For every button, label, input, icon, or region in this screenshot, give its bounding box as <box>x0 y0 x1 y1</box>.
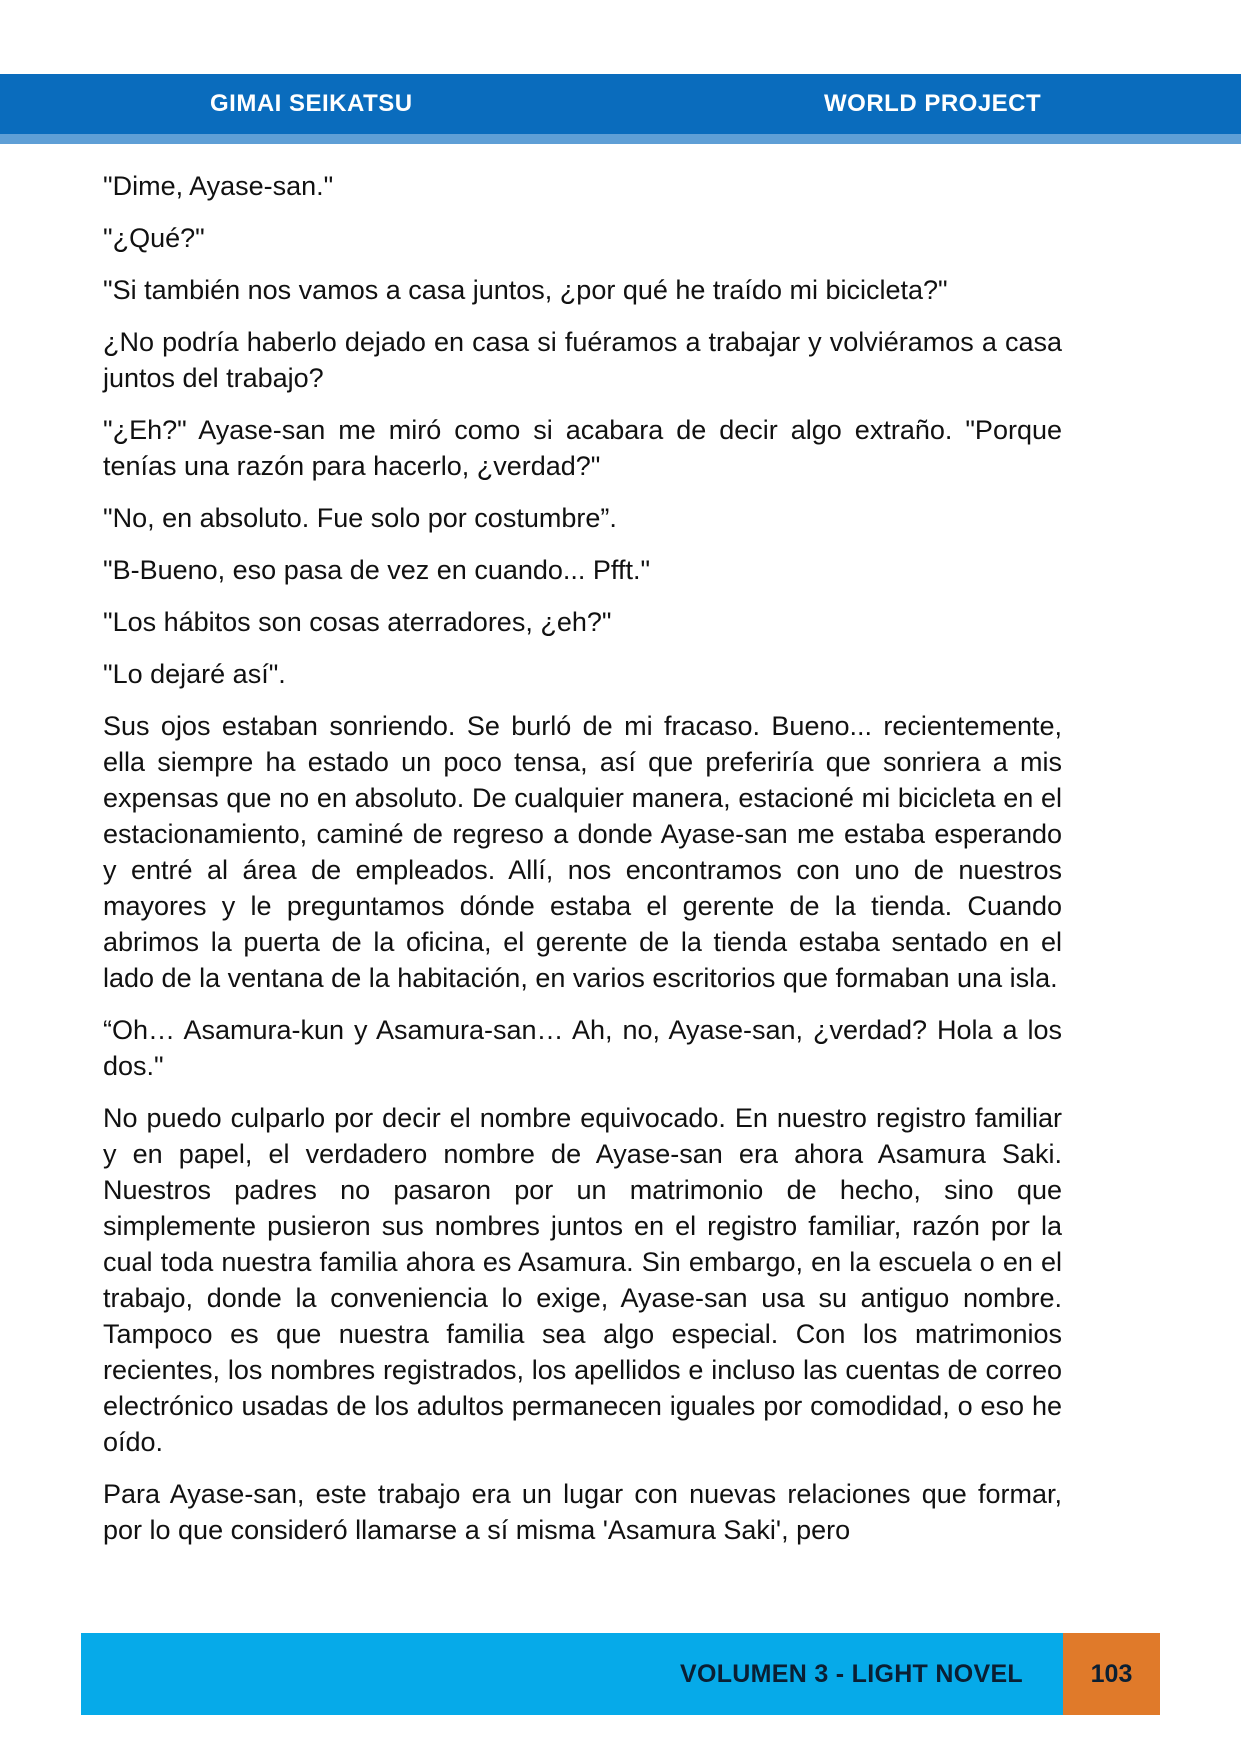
header-project-title: WORLD PROJECT <box>824 90 1042 117</box>
paragraph: "Lo dejaré así". <box>103 659 286 689</box>
page-header <box>0 74 1241 144</box>
paragraph: "No, en absoluto. Fue solo por costumbre”. <box>103 503 617 533</box>
paragraph: “Oh… Asamura-kun y Asamura-san… Ah, no, Ayase-san, ¿verdad? Hola a los dos." <box>103 1015 1062 1081</box>
paragraph: No puedo culparlo por decir el nombre equivocado. En nuestro registro familiar y en papel, el verdadero nombre de Ayase-san era ahora Asamura Saki. Nuestros padres no pasaron por un matrimonio de hecho, sino que simplemente pusieron sus nombres juntos en el registro familiar, razón por la cual toda nuestra familia ahora es Asamura. Sin embargo, en la escuela o en el trabajo, donde la conveniencia lo exige, Ayase-san usa su antiguo nombre. Tampoco es que nuestra familia sea algo especial. Con los matrimonios recientes, los nombres registrados, los apellidos e incluso las cuentas de correo electrónico usadas de los adultos permanecen iguales por comodidad, o eso he oído. <box>103 1103 1062 1457</box>
footer-volume-label: VOLUMEN 3 - LIGHT NOVEL <box>679 1660 1023 1688</box>
header-series-title: GIMAI SEIKATSU <box>210 90 413 117</box>
page-body <box>103 168 1062 1564</box>
paragraph: "Si también nos vamos a casa juntos, ¿por qué he traído mi bicicleta?" <box>103 275 948 305</box>
page-number: 103 <box>1063 1633 1160 1715</box>
paragraph: "B-Bueno, eso pasa de vez en cuando... Pfft." <box>103 555 651 585</box>
paragraph: "¿Qué?" <box>103 223 205 253</box>
paragraph: "Dime, Ayase-san." <box>103 171 334 201</box>
paragraph: ¿No podría haberlo dejado en casa si fuéramos a trabajar y volviéramos a casa juntos del trabajo? <box>103 327 1062 393</box>
page-footer <box>81 1633 1160 1715</box>
paragraph: "Los hábitos son cosas aterradores, ¿eh?" <box>103 607 612 637</box>
paragraph: Sus ojos estaban sonriendo. Se burló de mi fracaso. Bueno... recientemente, ella siempre ha estado un poco tensa, así que preferiría que sonriera a mis expensas que no en absoluto. De cualquier manera, estacioné mi bicicleta en el estacionamiento, caminé de regreso a donde Ayase-san me estaba esperando y entré al área de empleados. Allí, nos encontramos con uno de nuestros mayores y le preguntamos dónde estaba el gerente de la tienda. Cuando abrimos la puerta de la oficina, el gerente de la tienda estaba sentado en el lado de la ventana de la habitación, en varios escritorios que formaban una isla. <box>103 711 1062 993</box>
paragraph: "¿Eh?" Ayase-san me miró como si acabara de decir algo extraño. "Porque tenías una razón para hacerlo, ¿verdad?" <box>103 415 1062 481</box>
paragraph: Para Ayase-san, este trabajo era un lugar con nuevas relaciones que formar, por lo que consideró llamarse a sí misma 'Asamura Saki', pero <box>103 1479 1062 1545</box>
